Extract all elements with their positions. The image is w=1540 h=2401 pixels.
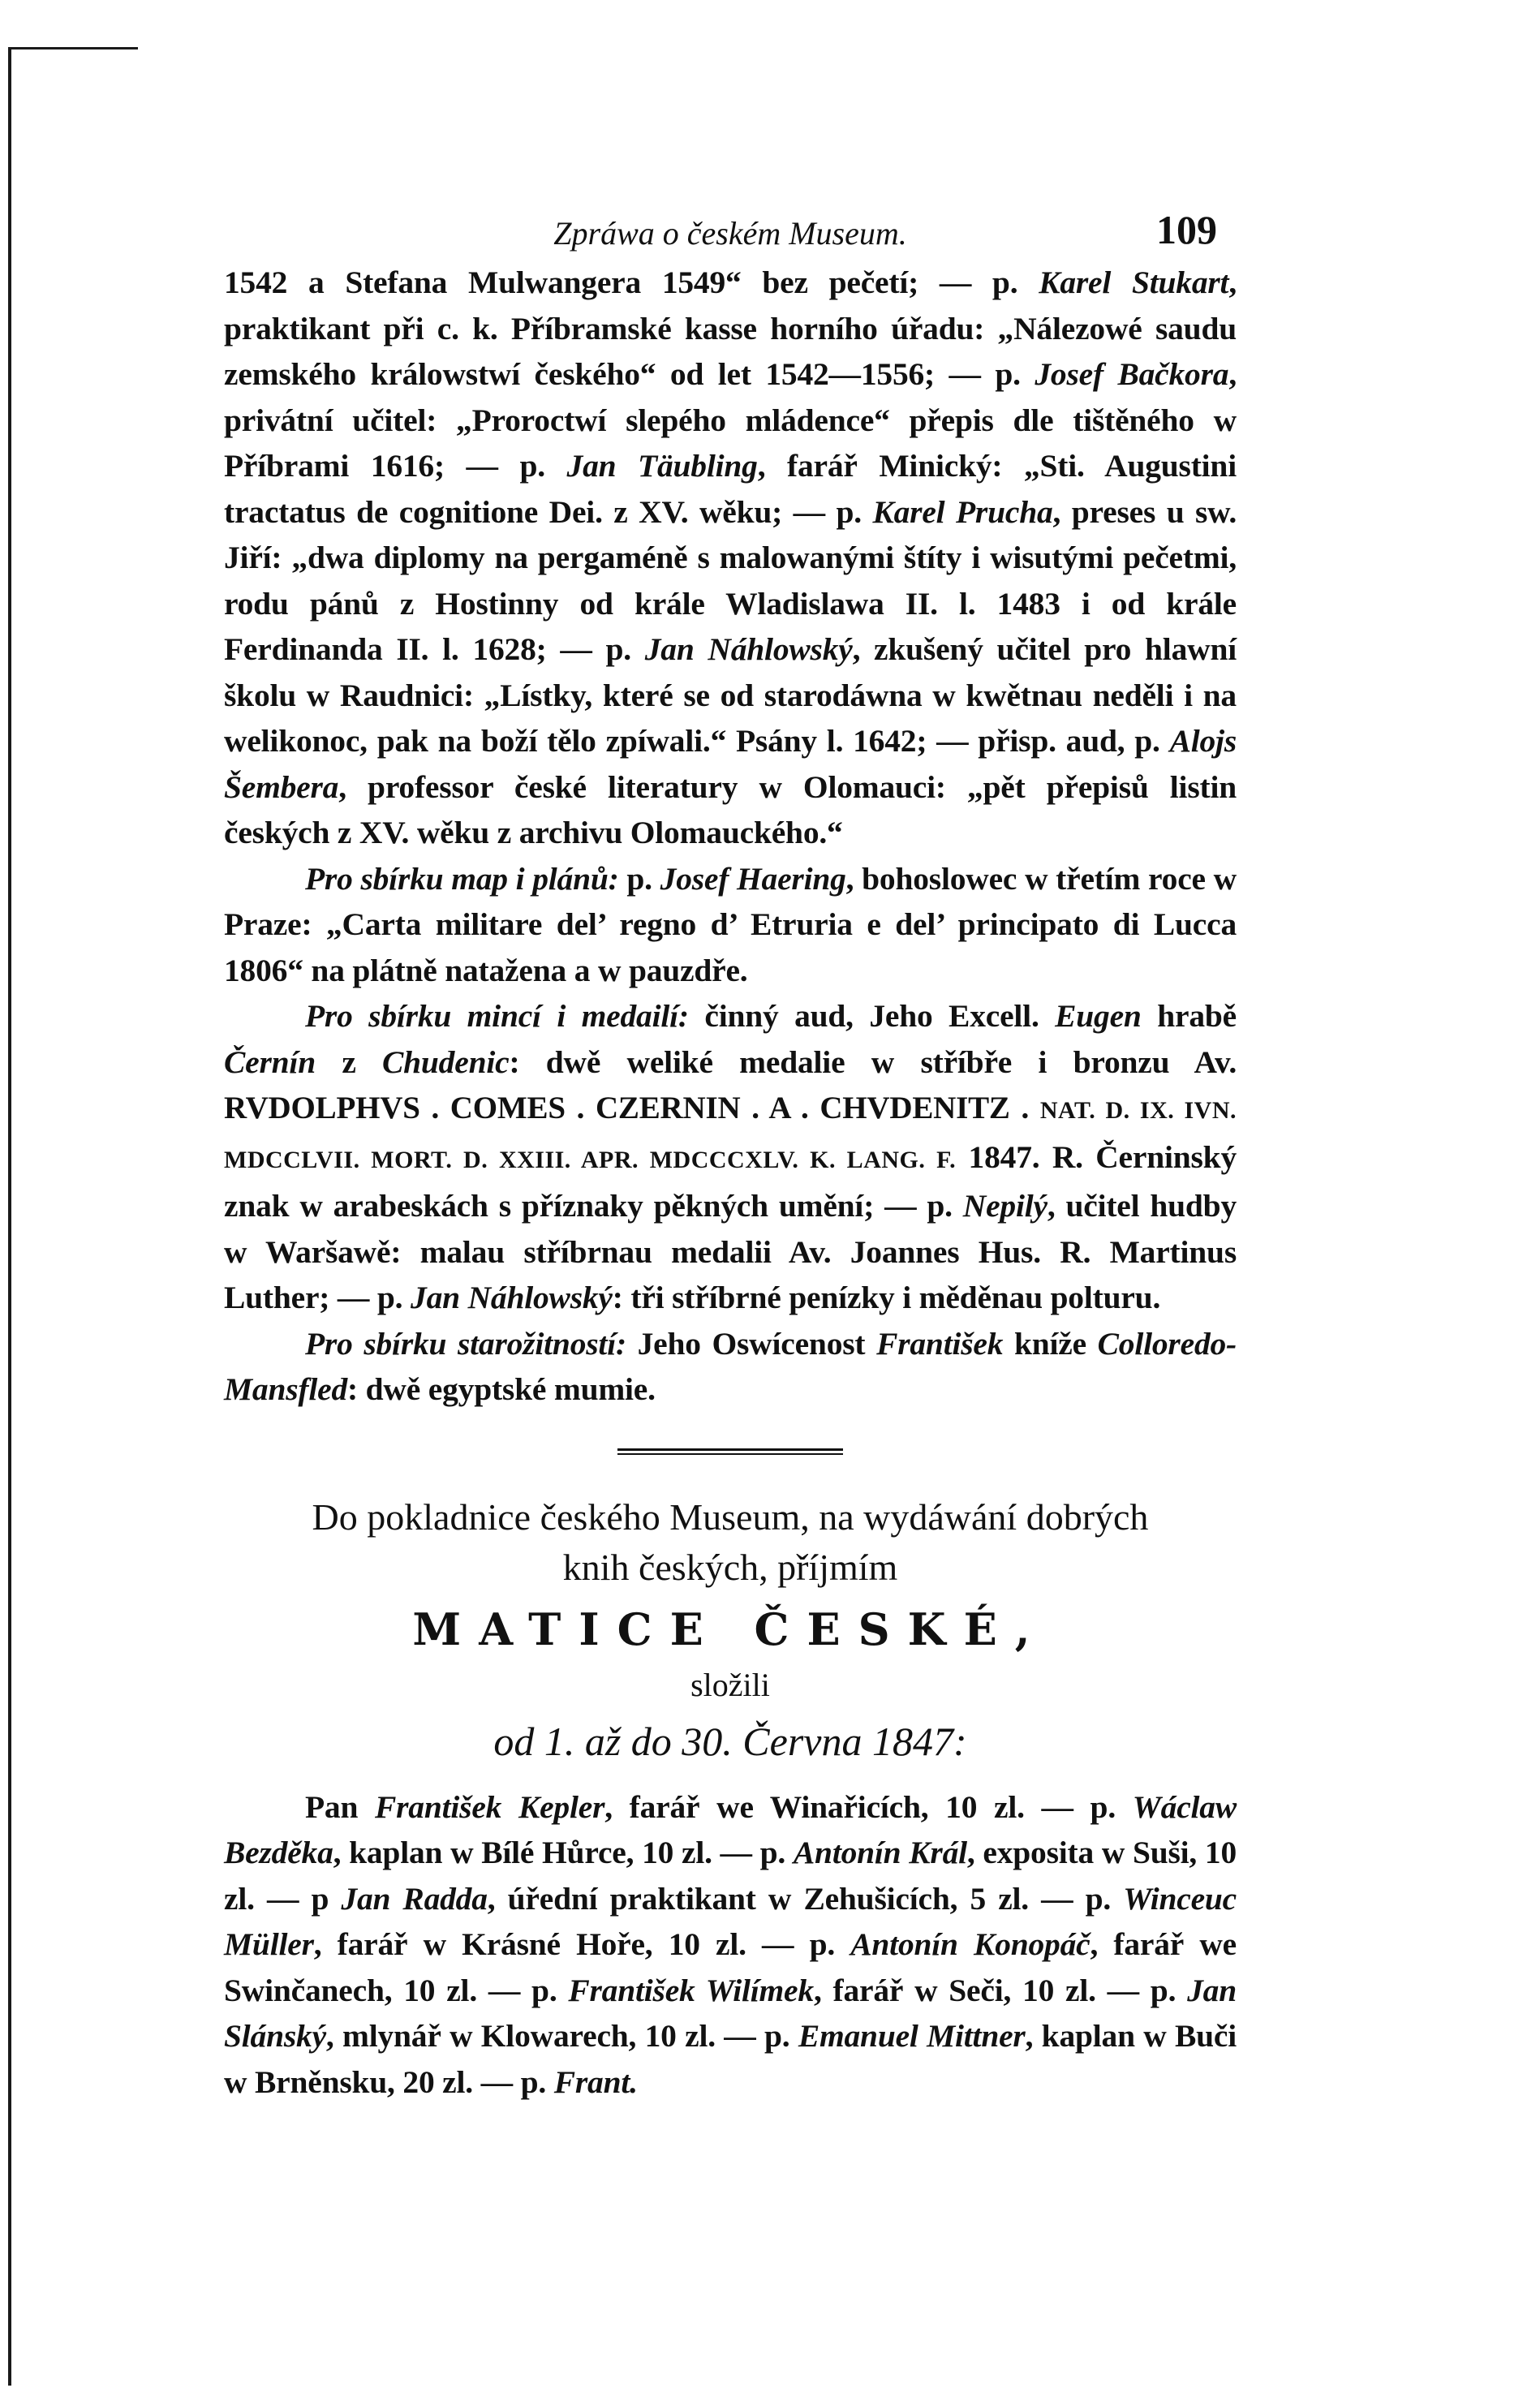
running-title: Zpráwa o českém Museum. [553,215,907,252]
text-run: , úřední praktikant w Zehušicích, 5 zl. — p. [487,1880,1124,1917]
donor-name: Eugen [1055,998,1142,1034]
text-run: , farář Minický: „Sti. Augustini tractatus de cognitione Dei. z XV. wěku; — p. [224,448,1237,530]
donor-name: Colloredo-Mansfled [224,1325,1237,1407]
page-border-left [8,49,11,2386]
page-number: 109 [1156,207,1217,252]
donor-name: Jan Täubling [566,448,758,484]
medal-inscription-smallcaps: NAT. D. IX. IVN. MDCCLVII. MORT. D. XXIII. APR. MDCCCXLV. K. LANG. F. [224,1097,1237,1173]
donor-name: Nepilý [962,1188,1047,1224]
donor-name: Josef Haering [660,860,846,897]
text-run: , mlynář w Klowarech, 10 zl. — p. [325,2018,798,2054]
paragraph-museum-gifts [224,260,1237,856]
text-run: činný aud, Jeho Excell. [688,998,1056,1034]
paragraph-coins [224,993,1237,1321]
text-run: , zkušený učitel pro hlawní školu w Raudnici: „Lístky, které se od starodáwna w kwětnau neděli i na welikonoc, pak na boží tělo zpíwali.“ Psány l. 1642; — přisp. aud, p. [224,631,1237,759]
text-run: : tři stříbrné penízky i měděnau polturu. [612,1280,1161,1315]
donor-name: František Kepler [374,1788,605,1825]
text-run: , farář w Krásné Hoře, 10 zl. — p. [313,1926,851,1962]
matice-title: MATICE ČESKÉ, [412,1603,1048,1655]
section-label: Pro sbírku map i plánů: [305,860,619,897]
donor-name: Černín [224,1043,316,1080]
donor-name: Karel Prucha [872,493,1053,530]
section-label: Pro sbírku starožitností: [305,1325,626,1362]
donor-name: Alojs Šembera [224,723,1237,805]
paragraph-maps [224,856,1237,994]
text-run: p. [618,860,660,897]
donor-name: Emanuel Mittner [798,2018,1026,2054]
medal-inscription: RVDOLPHVS . COMES . CZERNIN . A . CHVDENITZ . [224,1091,1040,1125]
donor-name: Jan Radda [341,1880,488,1917]
page-column [224,203,1237,2105]
section-divider [617,1447,843,1460]
donor-name: Karel Stukart [1039,265,1229,300]
text-run: , professor české literatury w Olomauci: „pět přepisů listin českých z XV. wěku z archivu Olomauckého.“ [224,768,1237,850]
text-run: , bohoslowec w třetím roce w Praze: „Carta militare del’ regno d’ Etruria e del’ principato di Lucca 1806“ na plátně natažena a w pauzdře. [224,860,1237,988]
paragraph-donations [224,1784,1237,2106]
heading-slozili: složili [690,1666,770,1703]
donor-name: Jan Náhlowský [411,1280,613,1315]
text-run: Jeho Oswícenost [626,1325,877,1362]
paragraph-antiquities [224,1321,1237,1413]
donor-name: Jan Slánský [224,1972,1237,2054]
text-run: , učitel hudby w Waršawě: malau stříbrnau medalii Av. Joannes Hus. R. Martinus Luther; — p. [224,1188,1237,1315]
text-run: , kaplan w Buči w Brněnsku, 20 zl. — p. [224,2018,1237,2100]
heading-line-2: knih českých, příjmím [562,1546,898,1588]
text-run: 1847. R. Černinský znak w arabeskách s příznaky pěkných umění; — p. [224,1138,1237,1224]
text-run: , exposita w Suši, 10 zl. — p [224,1835,1237,1917]
divider-rule-bottom [617,1453,843,1455]
donor-name: Chudenic [382,1043,510,1080]
donor-name: Frant. [553,2063,638,2100]
donor-name: Antonín Král [793,1835,967,1870]
heading-line-1: Do pokladnice českého Museum, na wydáwání dobrých [312,1495,1149,1538]
text-run: , praktikant při c. k. Příbramské kasse horního úřadu: „Nálezowé saudu zemského králowstwí českého“ od let 1542—1556; — p. [224,265,1237,392]
donor-name: Antonín Konopáč [850,1926,1090,1962]
page-border-top [8,47,138,49]
donor-name: František Wilímek [568,1972,814,2008]
running-head [224,203,1237,260]
text-run: , farář we Winařicích, 10 zl. — p. [604,1788,1133,1825]
text-run: : dwě weliké medalie w stříbře i bronzu Av. [509,1043,1237,1080]
text-run: : dwě egyptské mumie. [347,1371,656,1407]
text-run: kníže [1003,1325,1098,1362]
text-run: , kaplan w Bílé Hůrce, 10 zl. — p. [333,1835,794,1870]
text-run: hrabě [1141,998,1237,1034]
donor-name: František [876,1325,1004,1362]
text-run: , preses u sw. Jiří: „dwa diplomy na pergaméně s malowanými štíty i wisutými pečetmi, rodu pánů z Hostinny od krále Wladislawa II. l. 1483 i od krále Ferdinanda II. l. 1628; — p. [224,493,1237,667]
text-run: , farář w Seči, 10 zl. — p. [813,1972,1188,2008]
divider-rule-top [617,1448,843,1451]
donor-name: Jan Náhlowský [644,631,853,667]
section-label: Pro sbírku mincí i medailí: [305,998,689,1034]
donor-name: Josef Bačkora [1035,356,1229,392]
donor-name: Wáclaw Bezděka [224,1788,1237,1870]
donor-name: Winceuc Müller [224,1880,1237,1962]
heading-date: od 1. až do 30. Června 1847: [493,1718,967,1764]
text-run: , farář we Swinčanech, 10 zl. — p. [224,1926,1237,2008]
matice-heading [224,1492,1237,1770]
text-run: z [315,1043,382,1080]
text-run: Pan [305,1788,375,1825]
text-run: 1542 a Stefana Mulwangera 1549“ bez pečetí; — p. [224,265,1039,300]
text-run: , privátní učitel: „Proroctwí slepého mládence“ přepis dle tištěného w Příbrami 1616; — p. [224,356,1237,484]
